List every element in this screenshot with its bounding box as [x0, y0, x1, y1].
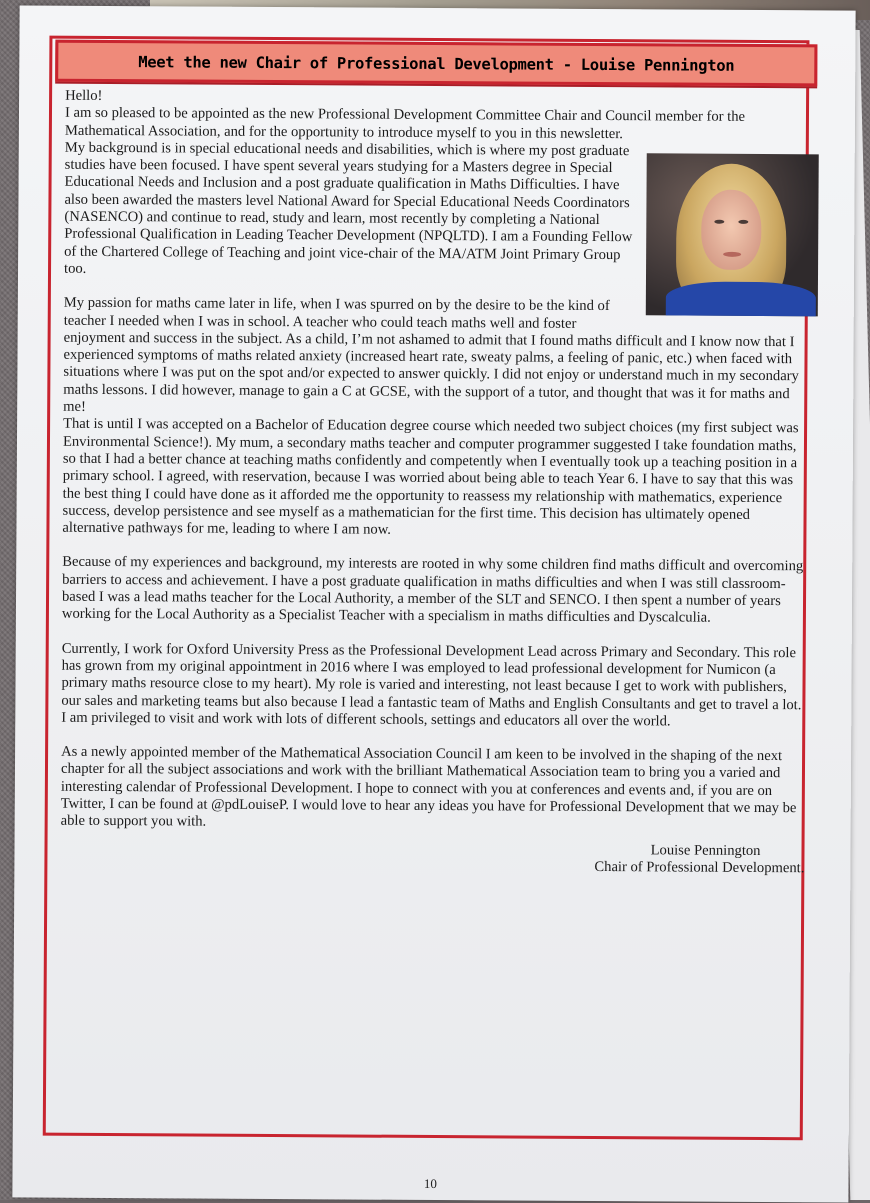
background-paragraph: My background is in special educational needs and disabilities, which is where my post graduate studies have been focused. I have spent several years studying for a Masters degree in Special Educational Needs and Inclusion and a post graduate qualification in Maths Difficulties. I have also been awarded the masters level National Award for Special Educational Needs Coordinators (NASENCO) and continue to read, study and learn, most recently by completing a National Professional Qualification in Leading Teacher Development (NPQLTD). I am a Founding Fellow of the Chartered College of Teaching and joint vice-chair of the MA/ATM Joint Primary Group too. — [63, 139, 633, 277]
article-title: Meet the new Chair of Professional Development - Louise Pennington — [138, 53, 735, 75]
degree-paragraph: That is until I was accepted on a Bachelor of Education degree course which needed two subject choices (my first subject was Environmental Science!). My mum, a secondary maths teacher and computer programmer suggested I take foundation maths, so that I had a better chance at teaching maths confidently and competently when I eventually took up a teaching position in a primary school. I agreed, with reservation, because I was worried about being able to teach Year 6. I have to say that this was the best thing I could have done as it afforded me the opportunity to reassess my relationship with mathematics, experience success, develop persistence and see myself as a mathematician for the first time. This decision has ultimately opened alternative pathways for me, leading to where I am now. — [62, 416, 799, 538]
greeting: Hello! — [65, 87, 103, 104]
current-role-paragraph: Currently, I work for Oxford University Press as the Professional Development Lead across Primary and Secondary. This role has grown from my original appointment in 2016 where I was employed to lead professional development for Numicon (a primary maths resource close to my heart). My role is varied and interesting, not least because I get to work with publishers, our sales and marketing teams but also because I lead a fantastic team of Maths and English Consultants and get to travel a lot. I am privileged to visit and work with lots of different schools, settings and educators all over the world. — [61, 640, 802, 730]
author-photo — [646, 153, 819, 316]
newsletter-page — [12, 5, 855, 1202]
signature-role: Chair of Professional Development. — [594, 858, 805, 877]
passion-paragraph: My passion for maths came later in life, when I was spurred on by the desire to be the kind of teacher I needed when I was in school. A teacher who could teach maths well and foster enjoyment and success in the subject. As a child, I’m not ashamed to admit that I found maths difficult and I know now that I experienced symptoms of maths related anxiety (increased heart rate, sweaty palms, a feeling of panic, etc.) when faced with situations where I was put on the spot and/or expected to answer quickly. I did not enjoy or understand much in my secondary maths lessons. I did however, manage to gain a C at GCSE, with the support of a tutor, and thought that was it for maths and me! — [63, 294, 799, 415]
signature-block — [60, 838, 808, 877]
page-number: 10 — [423, 1175, 438, 1192]
intro-paragraph: I am so pleased to be appointed as the new Professional Development Committee Chair and Council member for the Mathematical Association, and for the opportunity to introduce myself to you in this newsletter. — [64, 105, 746, 142]
interests-paragraph: Because of my experiences and background, my interests are rooted in why some children find maths difficult and overcoming barriers to access and achievement. I have a post graduate qualification in maths difficulties and when I was still classroom-based I was a lead maths teacher for the Local Authority, a member of the SLT and SENCO. I then spent a number of years working for the Local Authority as a Specialist Teacher with a specialism in maths difficulties and Dyscalculia. — [61, 554, 804, 627]
title-banner — [55, 40, 817, 87]
council-paragraph: As a newly appointed member of the Mathematical Association Council I am keen to be involved in the shaping of the next chapter for all the subject associations and work with the brilliant Mathematical Association team to bring you a varied and interesting calendar of Professional Development. I hope to connect with you at conferences and events and, if you are on Twitter, I can be found at @pdLouiseP. I would love to hear any ideas you have for Professional Development that we may be able to support you with. — [60, 743, 797, 830]
signature-name: Louise Pennington — [650, 841, 761, 859]
article-body — [60, 88, 813, 878]
